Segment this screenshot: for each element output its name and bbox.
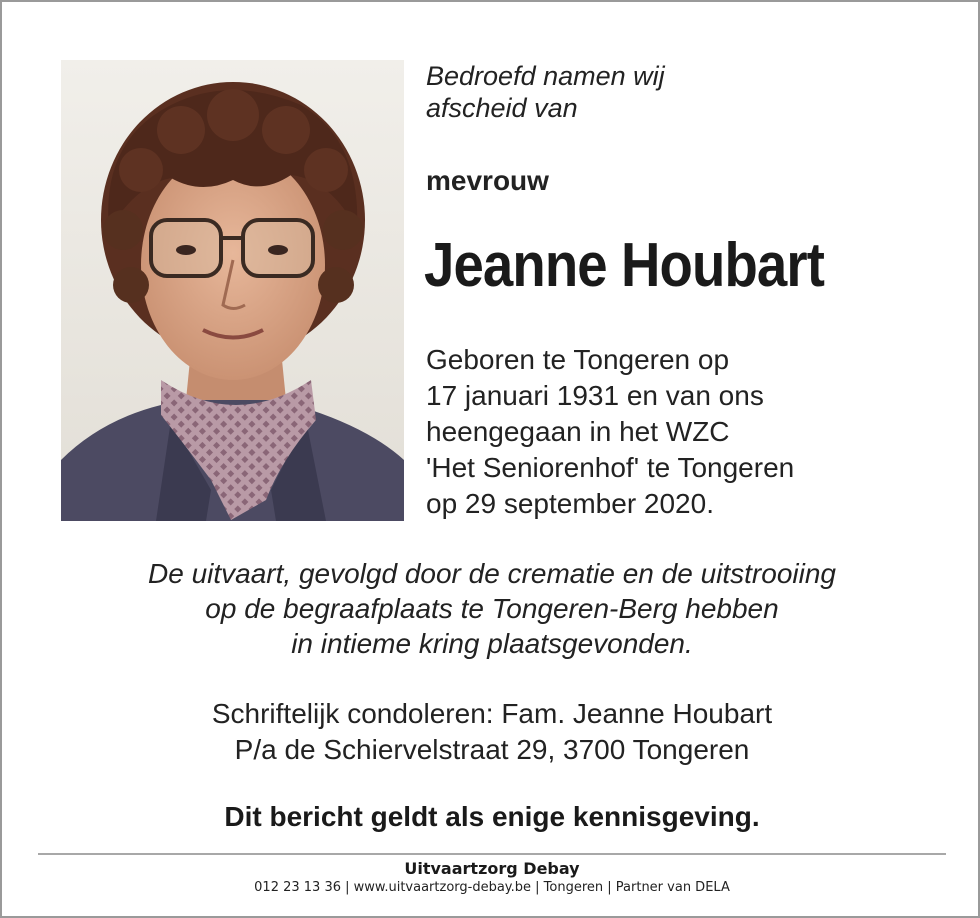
condolence-address [2, 696, 980, 768]
footer-divider [38, 853, 946, 855]
birth-death-text [426, 342, 794, 522]
birth-death-line: Geboren te Tongeren op [426, 344, 730, 375]
birth-death-line: 17 januari 1931 en van ons [426, 380, 764, 411]
birth-death-line: op 29 september 2020. [426, 488, 714, 519]
intro-line: Bedroefd namen wij [426, 61, 665, 91]
portrait-illustration [61, 60, 404, 521]
funeral-line: in intieme kring plaatsgevonden. [291, 628, 693, 659]
intro-text [426, 60, 665, 124]
portrait-photo [61, 60, 404, 521]
deceased-name: Jeanne Houbart [424, 231, 825, 300]
intro-line: afscheid van [426, 93, 578, 123]
funeral-line: De uitvaart, gevolgd door de crematie en de uitstrooiing [148, 558, 836, 589]
funeral-home-name: Uitvaartzorg Debay [404, 859, 580, 878]
funeral-home-contact: 012 23 13 36 | www.uitvaartzorg-debay.be | Tongeren | Partner van DELA [254, 880, 730, 895]
funeral-line: op de begraafplaats te Tongeren-Berg hebben [205, 593, 779, 624]
birth-death-line: 'Het Seniorenhof' te Tongeren [426, 452, 795, 483]
birth-death-line: heengegaan in het WZC [426, 416, 730, 447]
salutation: mevrouw [426, 165, 549, 196]
notice-text: Dit bericht geldt als enige kennisgeving. [224, 801, 760, 832]
condolence-line: Schriftelijk condoleren: Fam. Jeanne Houbart [211, 698, 773, 729]
funeral-text [2, 556, 980, 661]
condolence-line: P/a de Schiervelstraat 29, 3700 Tongeren [234, 734, 750, 765]
